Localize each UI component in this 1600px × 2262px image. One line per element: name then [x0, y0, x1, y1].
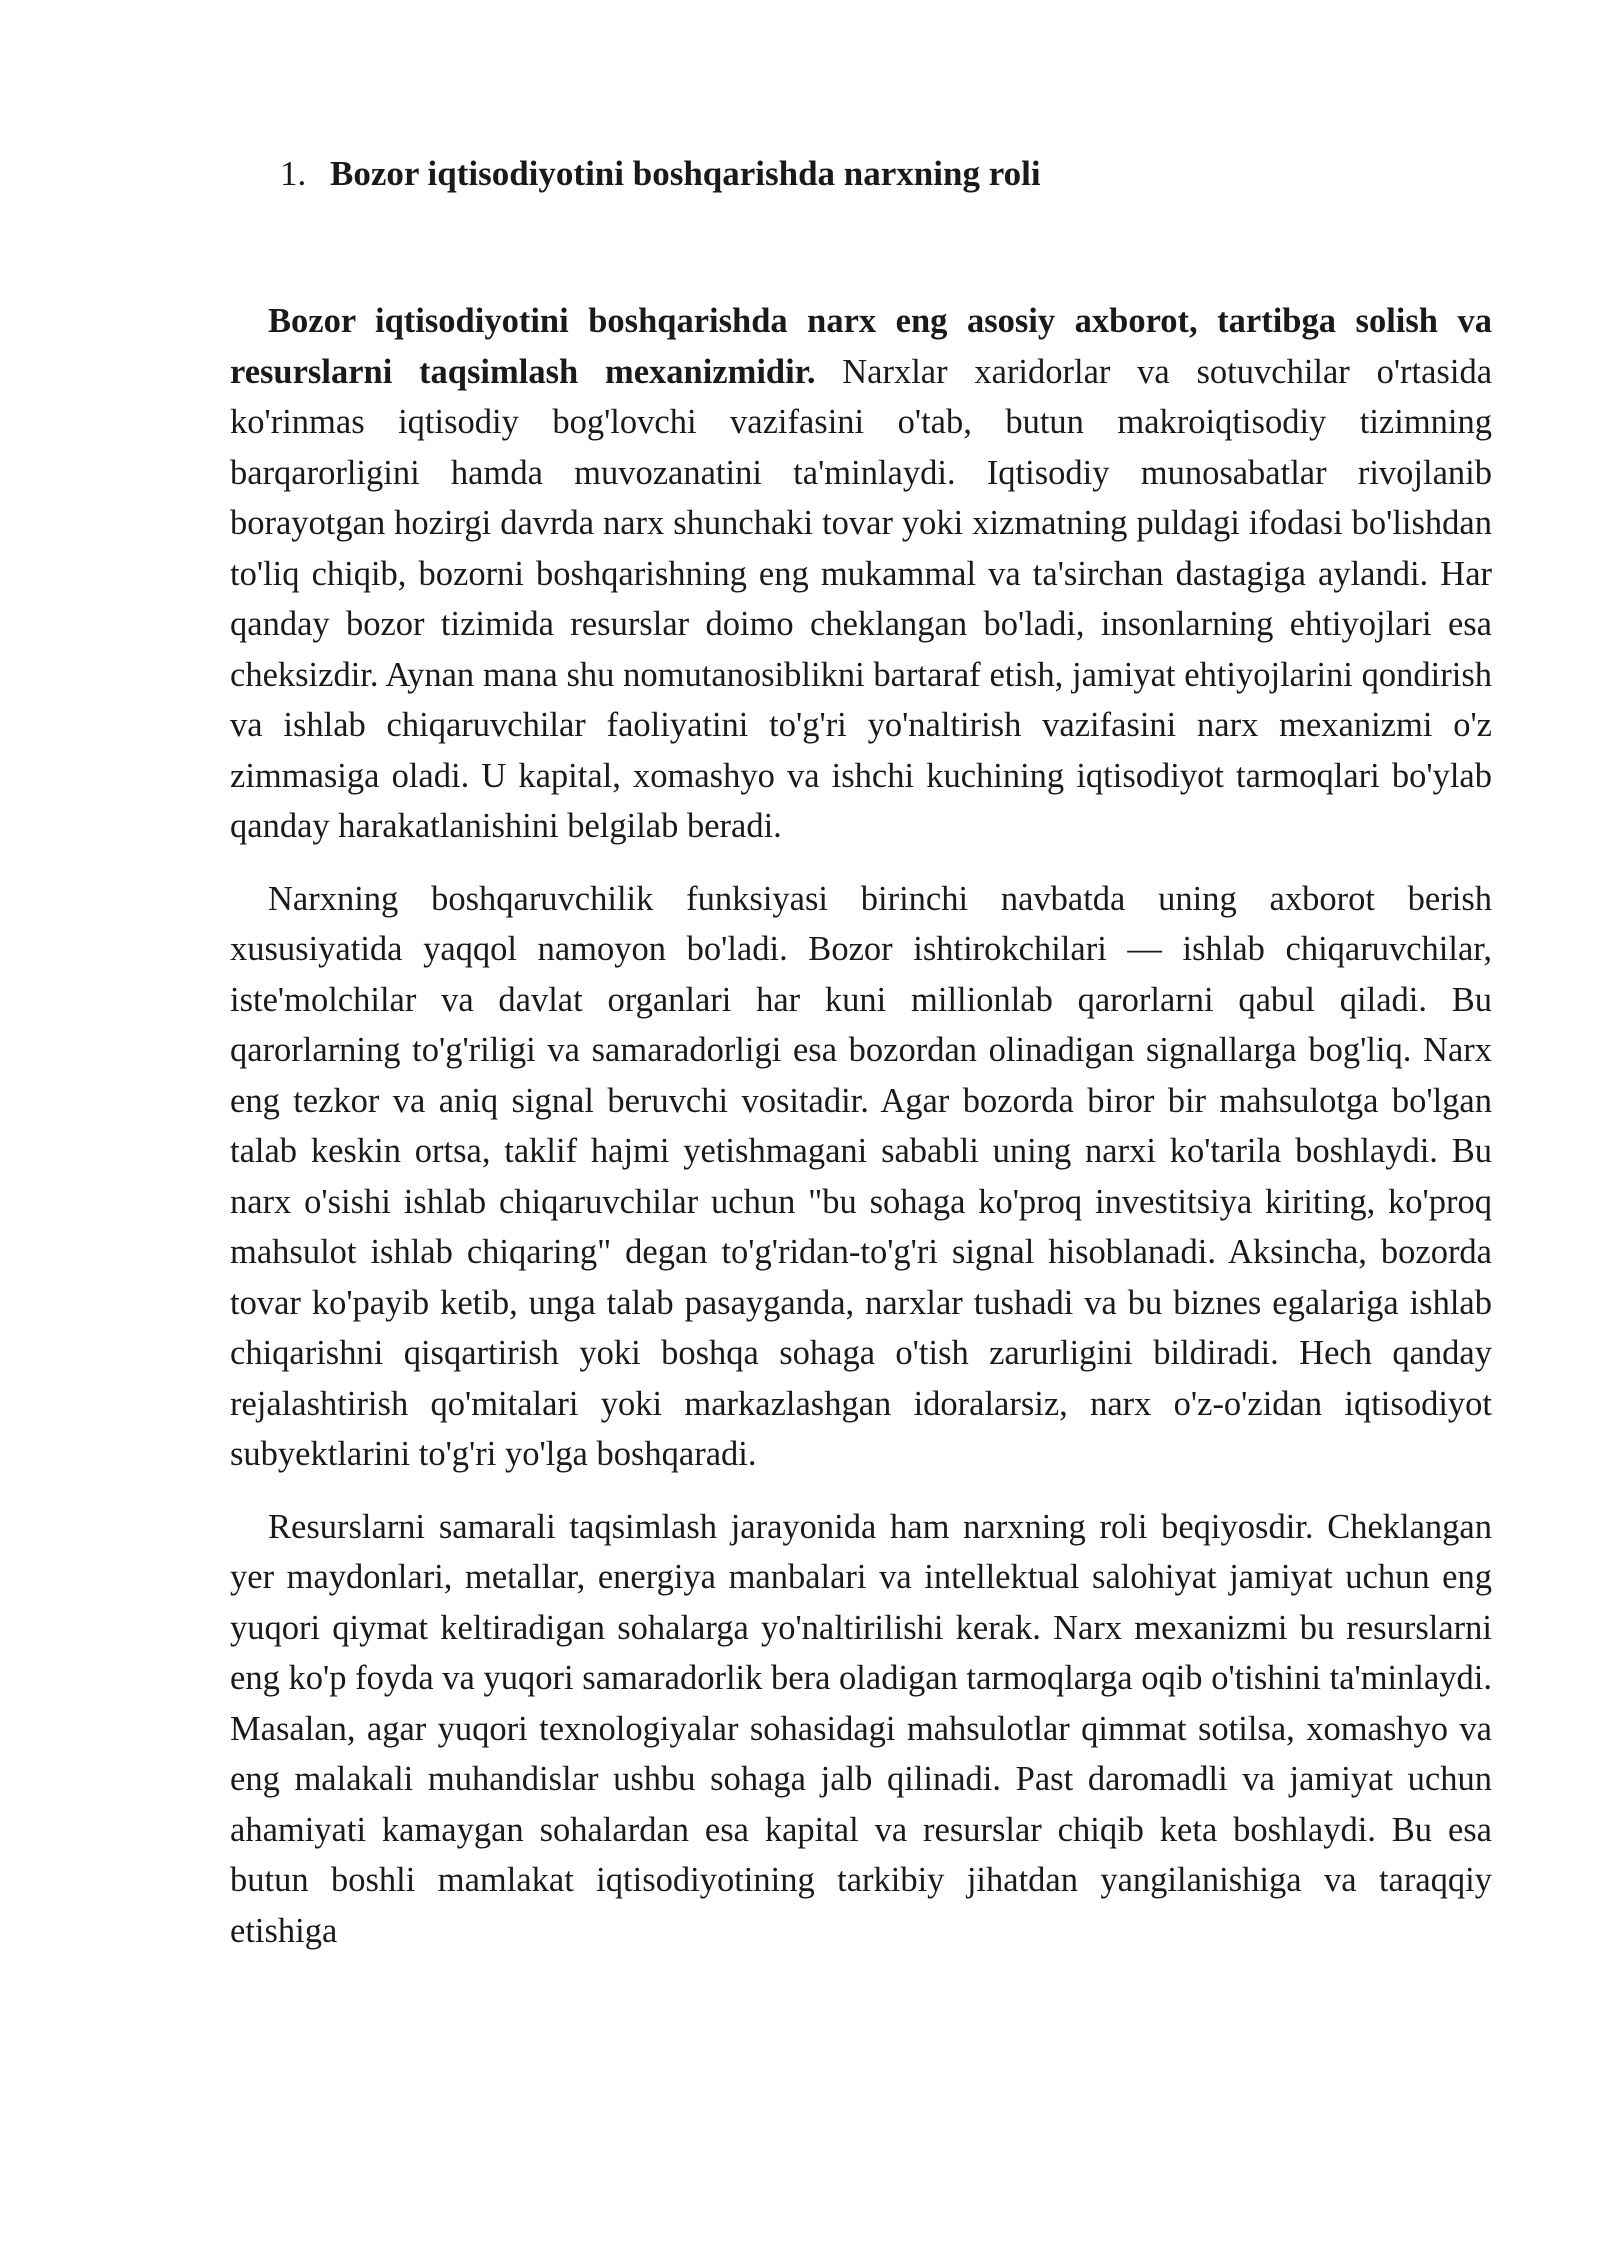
- paragraph-2-text: Narxning boshqaruvchilik funksiyasi birinchi navbatda uning axborot berish xususiyatida yaqqol namoyon bo'ladi. Bozor ishtirokchilari — ishlab chiqaruvchilar, iste'molchilar va davlat organlari har kuni millionlab qarorlarni qabul qiladi. Bu qarorlarning to'g'riligi va samaradorligi esa bozordan olinadigan signallarga bog'liq. Narx eng tezkor va aniq signal beruvchi vositadir. Agar bozorda biror bir mahsulotga bo'lgan talab keskin ortsa, taklif hajmi yetishmagani sababli uning narxi ko'tarila boshlaydi. Bu narx o'sishi ishlab chiqaruvchilar uchun "bu sohaga ko'proq investitsiya kiriting, ko'proq mahsulot ishlab chiqaring" degan to'g'ridan-to'g'ri signal hisoblanadi. Aksincha, bozorda tovar ko'payib ketib, unga talab pasayganda, narxlar tushadi va bu biznes egalariga ishlab chiqarishni qisqartirish yoki boshqa sohaga o'tish zarurligini bildiradi. Hech qanday rejalashtirish qo'mitalari yoki markazlashgan idoralarsiz, narx o'z-o'zidan iqtisodiyot subyektlarini to'g'ri yo'lga boshqaradi.: [230, 879, 1492, 1473]
- paragraph-1: [230, 296, 1492, 852]
- heading-number: 1.: [280, 154, 307, 193]
- paragraph-3: [230, 1502, 1492, 1957]
- paragraph-3-text: Resurslarni samarali taqsimlash jarayonida ham narxning roli beqiyosdir. Cheklangan yer maydonlari, metallar, energiya manbalari va intellektual salohiyat jamiyat uchun eng yuqori qiymat keltiradigan sohalarga yo'naltirilishi kerak. Narx mexanizmi bu resurslarni eng ko'p foyda va yuqori samaradorlik bera oladigan tarmoqlarga oqib o'tishini ta'minlaydi. Masalan, agar yuqori texnologiyalar sohasidagi mahsulotlar qimmat sotilsa, xomashyo va eng malakali muhandislar ushbu sohaga jalb qilinadi. Past daromadli va jamiyat uchun ahamiyati kamaygan sohalardan esa kapital va resurslar chiqib keta boshlaydi. Bu esa butun boshli mamlakat iqtisodiyotining tarkibiy jihatdan yangilanishiga va taraqqiy etishiga: [230, 1507, 1492, 1950]
- paragraph-2: [230, 874, 1492, 1480]
- section-heading: [280, 152, 1041, 196]
- paragraph-1-text: Narxlar xaridorlar va sotuvchilar o'rtasida ko'rinmas iqtisodiy bog'lovchi vazifasini o'tab, butun makroiqtisodiy tizimning barqarorligini hamda muvozanatini ta'minlaydi. Iqtisodiy munosabatlar rivojlanib borayotgan hozirgi davrda narx shunchaki tovar yoki xizmatning puldagi ifodasi bo'lishdan to'liq chiqib, bozorni boshqarishning eng mukammal va ta'sirchan dastagiga aylandi. Har qanday bozor tizimida resurslar doimo cheklangan bo'ladi, insonlarning ehtiyojlari esa cheksizdir. Aynan mana shu nomutanosiblikni bartaraf etish, jamiyat ehtiyojlarini qondirish va ishlab chiqaruvchilar faoliyatini to'g'ri yo'naltirish vazifasini narx mexanizmi o'z zimmasiga oladi. U kapital, xomashyo va ishchi kuchining iqtisodiyot tarmoqlari bo'ylab qanday harakatlanishini belgilab beradi.: [230, 352, 1493, 845]
- heading-title: Bozor iqtisodiyotini boshqarishda narxning roli: [330, 154, 1041, 193]
- document-body: [230, 296, 1492, 1978]
- paragraph-1-lead: Bozor iqtisodiyotini boshqarishda narx eng asosiy axborot, tartibga solish va resurslarni taqsimlash mexanizmidir.: [230, 302, 1492, 391]
